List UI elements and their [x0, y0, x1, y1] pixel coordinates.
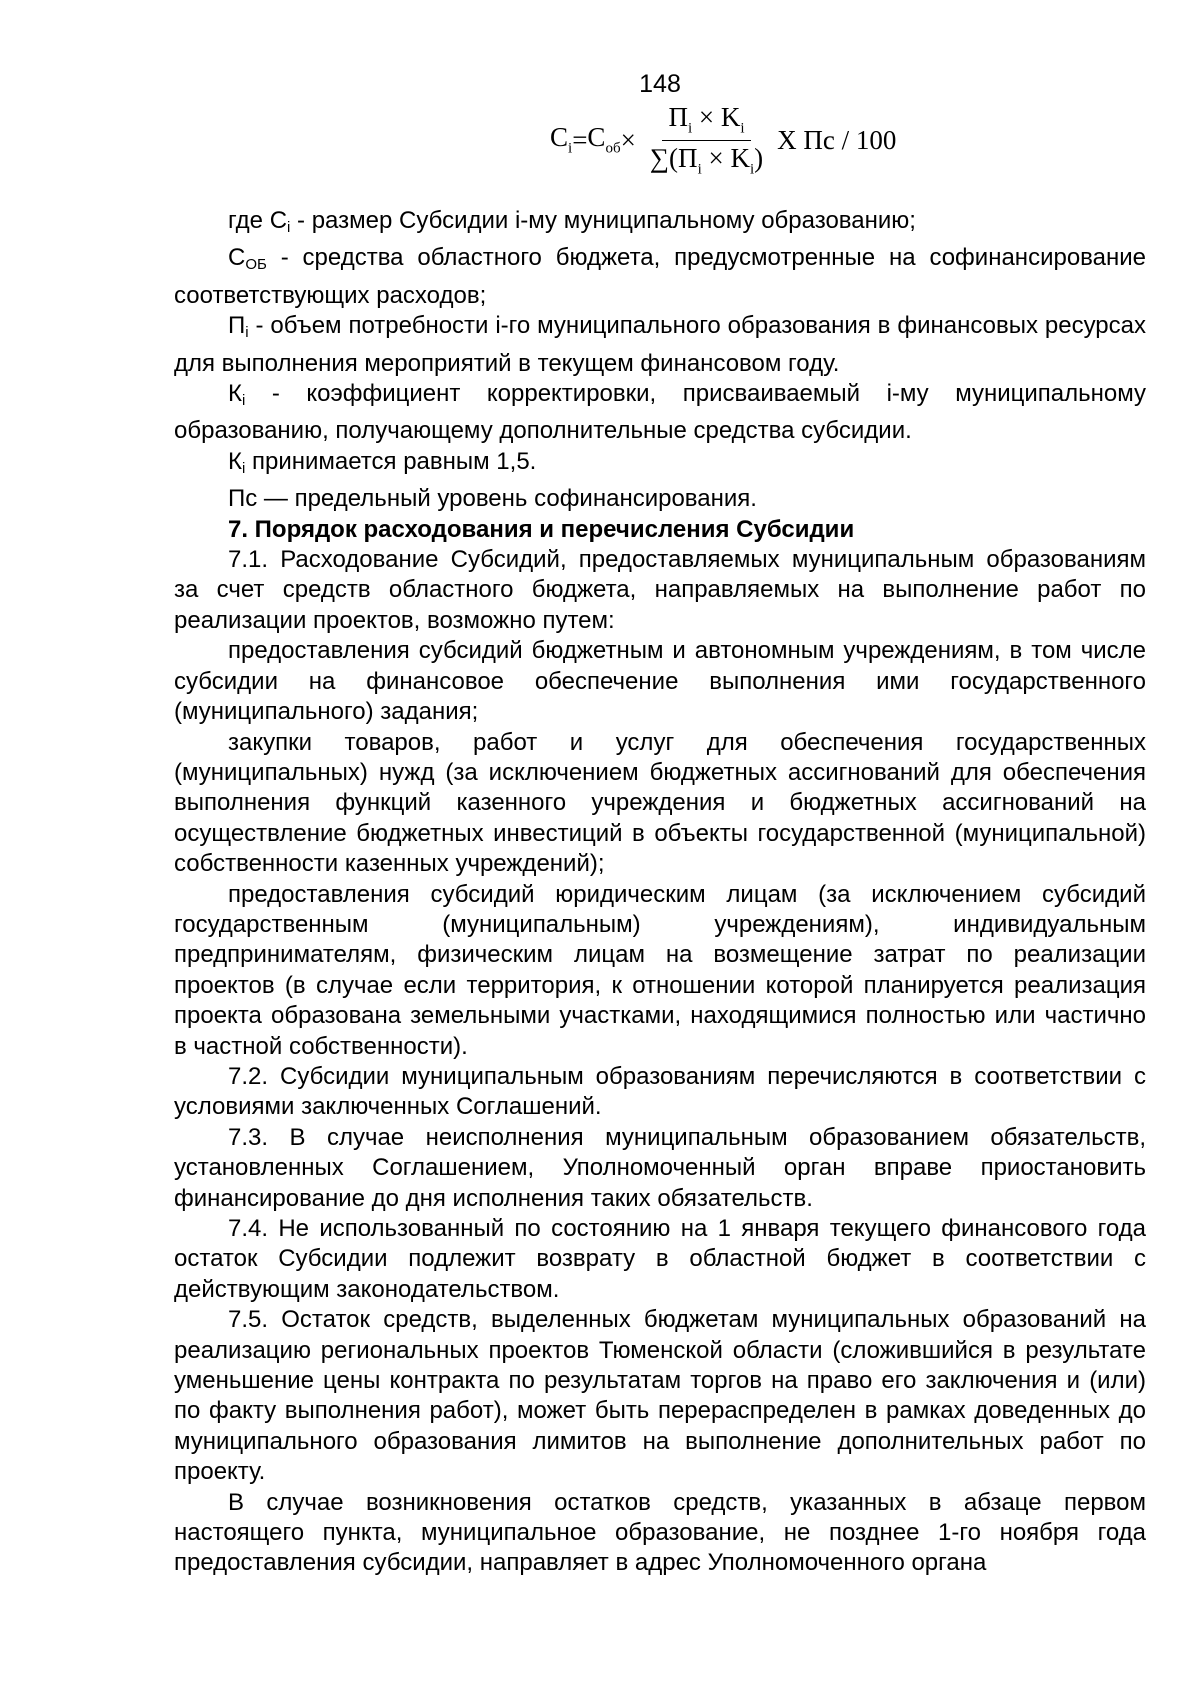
formula-tail: X Пс / 100 [777, 124, 897, 155]
paragraph: 7.1. Расходование Субсидий, предоставляемых муниципальным образованиям за счет средств областного бюджета, направляемых на выполнение работ по реализации проектов, возможно путем: [174, 546, 1146, 634]
formula-times: × [620, 124, 636, 155]
formula-equals: = [572, 124, 588, 155]
formula-c-ob: $C_{об}$ [587, 122, 621, 157]
paragraph: 7.3. В случае неисполнения муниципальным образованием обязательств, установленных Соглашением, Уполномоченный орган вправе приостановить финансирование до дня исполнения таких обязательств. [174, 1123, 1146, 1212]
subsidy-formula [550, 100, 896, 180]
paragraph: 7.4. Не использованный по состоянию на 1 января текущего финансового года остаток Субсидии подлежит возврату в областной бюджет в соответствии с действующим законодательством. [174, 1215, 1146, 1303]
paragraph: 7.5. Остаток средств, выделенных бюджетам муниципальных образований на реализацию региональных проектов Тюменской области (сложившийся в результате уменьшение цены контракта по результатам торгов на право его заключения и (или) по факту выполнения работ), может быть перераспределен в рамках доведенных до муниципального образования лимитов на выполнение дополнительных работ по проекту. [174, 1306, 1146, 1486]
paragraph: В случае возникновения остатков средств, указанных в абзаце первом настоящего пункта, муниципальное образование, не позднее 1-го ноября года предоставления субсидии, направляет в адрес Уполномоченного органа [174, 1488, 1146, 1577]
paragraph: предоставления субсидий бюджетным и автономным учреждениям, в том числе субсидии на финансовое обеспечение выполнения ими государственного (муниципального) задания; [174, 637, 1146, 726]
definition-cob: СОБ - средства областного бюджета, предусмотренные на софинансирование соответствующих расходов; [174, 244, 1146, 309]
section-heading: 7. Порядок расходования и перечисления Субсидии [228, 515, 855, 543]
formula-lhs: $C_i$ [550, 122, 573, 157]
definition-ki-value: Кi принимается равным 1,5. [228, 447, 537, 477]
document-body [174, 206, 1146, 1579]
definition-ki: Кi - коэффициент корректировки, присваиваемый i-му муниципальному образованию, получающему дополнительные средства субсидии. [174, 380, 1146, 445]
definition-ci: где Сi - размер Субсидии i-му муниципальному образованию; [228, 207, 916, 236]
formula-denominator: $\sum(П_i \times K_i)$ [649, 142, 764, 177]
formula-numerator: $П_i \times K_i$ [662, 102, 750, 140]
page-number: 148 [639, 70, 681, 98]
paragraph: закупки товаров, работ и услуг для обеспечения государственных (муниципальных) нужд (за исключением бюджетных ассигнований для обеспечения выполнения функций казенного учреждения и бюджетных ассигнований на осуществление бюджетных инвестиций в объекты государственной (муниципальной) собственности казенных учреждений); [174, 728, 1146, 878]
definition-pi: Пi - объем потребности i-го муниципального образования в финансовых ресурсах для выполнения мероприятий в текущем финансовом году. [174, 312, 1146, 377]
paragraph: предоставления субсидий юридическим лицам (за исключением субсидий государственным (муниципальным) учреждениям), индивидуальным предпринимателям, физическим лицам на возмещение затрат по реализации проектов (в случае если территория, к отношении которой планируется реализация проекта образована земельными участками, находящимися полностью или частично в частной собственности). [174, 880, 1146, 1060]
paragraph: 7.2. Субсидии муниципальным образованиям перечисляются в соответствии с условиями заключенных Соглашений. [174, 1062, 1146, 1121]
definition-pc: Пс — предельный уровень софинансирования. [228, 485, 757, 513]
formula-fraction [644, 102, 769, 178]
